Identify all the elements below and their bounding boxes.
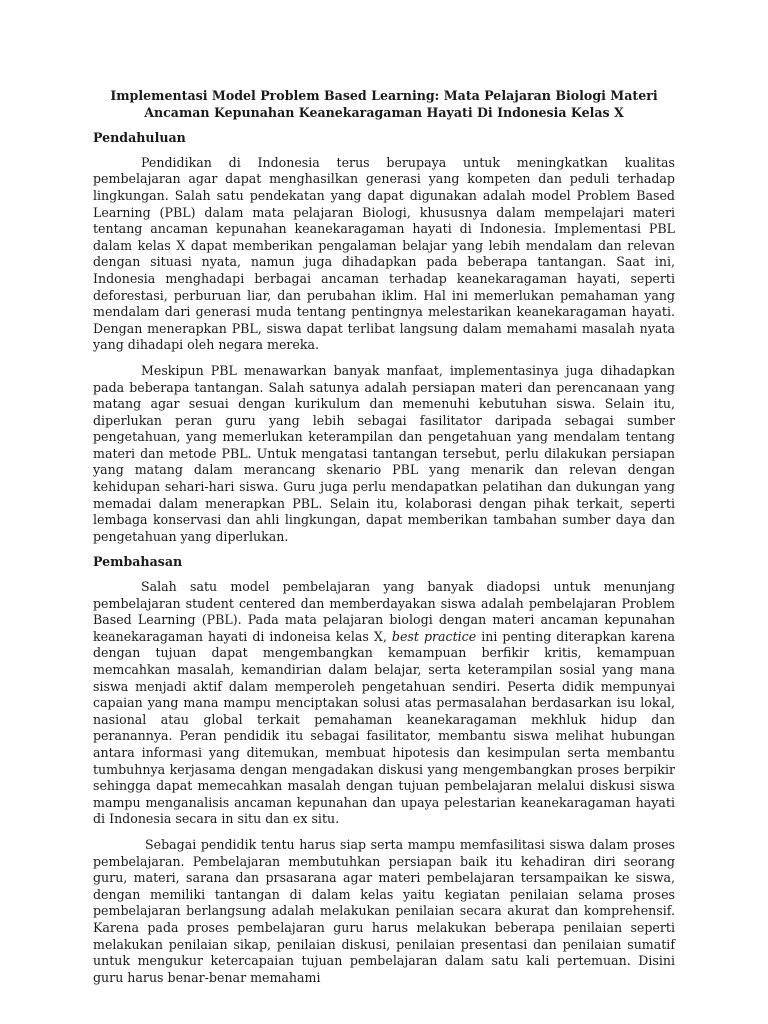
document-page bbox=[93, 88, 675, 995]
paragraph: Meskipun PBL menawarkan banyak manfaat, implementasinya juga dihadapkan pada beberapa tantangan. Salah satunya adalah persiapan materi dan perencanaan yang matang agar sesuai dengan kurikulum dan memenuhi kebutuhan siswa. Selain itu, diperlukan peran guru yang lebih sebagai fasilitator daripada sebagai sumber pengetahuan, yang memerlukan keterampilan dan pengetahuan yang mendalam tentang materi dan metode PBL. Untuk mengatasi tantangan tersebut, perlu dilakukan persiapan yang matang dalam merancang skenario PBL yang menarik dan relevan dengan kehidupan sehari-hari siswa. Guru juga perlu mendapatkan pelatihan dan dukungan yang memadai dalam menerapkan PBL. Selain itu, kolaborasi dengan pihak terkait, seperti lembaga konservasi dan ahli lingkungan, dapat memberikan tambahan sumber daya dan pengetahuan yang diperlukan. bbox=[93, 362, 675, 544]
title-line-1: Implementasi Model Problem Based Learning: Mata Pelajaran Biologi Materi bbox=[110, 88, 658, 103]
paragraph: Sebagai pendidik tentu harus siap serta mampu memfasilitasi siswa dalam proses pembelajaran. Pembelajaran membutuhkan persiapan baik itu kehadiran diri seorang guru, materi, sarana dan prsasarana agar materi pembelajaran tersampaikan ke siswa, dengan memiliki tantangan di dalam kelas yaitu kegiatan penilaian selama proses pembelajaran berlangsung adalah melakukan penilaian secara akurat dan komprehensif. Karena pada proses pembelajaran guru harus melakukan beberapa penilaian seperti melakukan penilaian sikap, penilaian diskusi, penilaian presentasi dan penilaian sumatif untuk mengukur ketercapaian tujuan pembelajaran dalam satu kali pertemuan. Disini guru harus benar-benar memahami bbox=[93, 836, 675, 985]
italic-term: best practice bbox=[391, 628, 477, 644]
document-title bbox=[93, 88, 675, 121]
section-heading-pembahasan: Pembahasan bbox=[93, 554, 183, 570]
paragraph: Pendidikan di Indonesia terus berupaya untuk meningkatkan kualitas pembelajaran agar dapat menghasilkan generasi yang kompeten dan peduli terhadap lingkungan. Salah satu pendekatan yang dapat digunakan adalah model Problem Based Learning (PBL) dalam mata pelajaran Biologi, khususnya dalam mempelajari materi tentang ancaman kepunahan keanekaragaman hayati di Indonesia. Implementasi PBL dalam kelas X dapat memberikan pengalaman belajar yang lebih mendalam dan relevan dengan situasi nyata, namun juga dihadapkan pada beberapa tantangan. Saat ini, Indonesia menghadapi berbagai ancaman terhadap keanekaragaman hayati, seperti deforestasi, perburuan liar, dan perubahan iklim. Hal ini memerlukan pemahaman yang mendalam dari generasi muda tentang pentingnya melestarikan keanekaragaman hayati. Dengan menerapkan PBL, siswa dapat terlibat langsung dalam memahami masalah nyata yang dihadapi oleh negara mereka. bbox=[93, 154, 675, 353]
paragraph bbox=[93, 579, 675, 828]
paragraph-text: ini penting diterapkan karena dengan tujuan dapat mengembangkan kemampuan berfikir kritis, kemampuan memcahkan masalah, kemandirian dalam belajar, serta keterampilan sosial yang mana siswa menjadi aktif dalam memperoleh pengetahuan sendiri. Peserta didik mempunyai capaian yang mana mampu menciptakan solusi atas permasalahan berdasarkan isu lokal, nasional atau global terkait pemahaman keanekaragaman mekhluk hidup dan peranannya. Peran pendidik itu sebagai fasilitator, membantu siswa melihat hubungan antara informasi yang ditemukan, membuat hipotesis dan kesimpulan serta membantu tumbuhnya kerjasama dengan mengadakan diskusi yang mengembangkan proses berpikir sehingga dapat memecahkan masalah dengan tujuan pembelajaran melalui diskusi siswa mampu menganalisis ancaman kepunahan dan upaya pelestarian keanekaragaman hayati di Indonesia secara in situ dan ex situ. bbox=[93, 628, 675, 827]
section-heading-pendahuluan: Pendahuluan bbox=[93, 130, 186, 146]
title-line-2: Ancaman Kepunahan Keanekaragaman Hayati Di Indonesia Kelas X bbox=[144, 104, 624, 120]
paragraph-text: Salah satu model pembelajaran yang banyak diadopsi untuk menunjang pembelajaran student centered dan memberdayakan siswa adalah pembelajaran Problem Based Learning (PBL). Pada mata pelajaran biologi dengan materi ancaman kepunahan keanekaragaman hayati di indoneisa kelas X, bbox=[93, 579, 675, 644]
